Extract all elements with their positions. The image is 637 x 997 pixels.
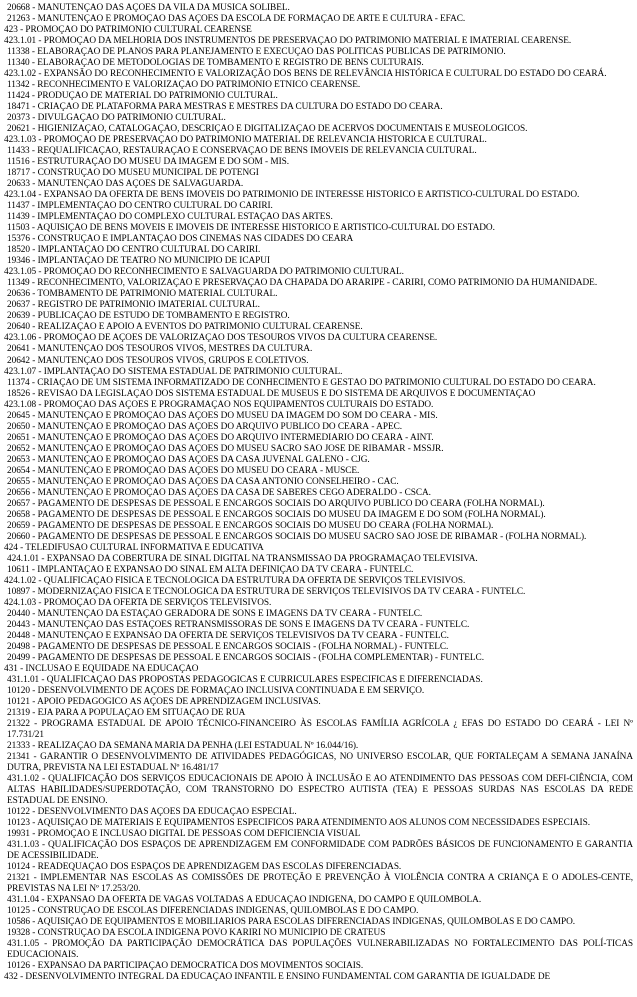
budget-line-item: 423 - PROMOÇÃO DO PATRIMÔNIO CULTURAL CEARENSE: [4, 25, 252, 36]
budget-line-item: 20443 - MANUTENÇÃO DAS ESTAÇÕES RETRANSMISSORAS DE SONS E IMAGENS DA TV CEARÁ - FUNTELC.: [7, 619, 470, 630]
budget-line-item: 20448 - MANUTENÇÃO E EXPANSÃO DA OFERTA DE SERVIÇOS TELEVISIVOS DA TV CEARÁ - FUNTELC.: [7, 630, 449, 641]
budget-line-item: 20650 - MANUTENÇÃO E PROMOÇÃO DAS AÇÕES DO ARQUIVO PÚBLICO DO CEARÁ - APEC.: [7, 421, 403, 432]
budget-line-item: 11516 - ESTRUTURAÇÃO DO MUSEU DA IMAGEM E DO SOM - MIS.: [7, 157, 290, 168]
budget-line-item: 431.1.03 - QUALIFICAÇÃO DOS ESPAÇOS DE APRENDIZAGEM EM CONFORMIDADE COM PADRÕES BÁSICOS DE FUNCIONAMENTO E GARANTIA DE ACESSIBILIDADE.: [7, 840, 633, 862]
budget-line-item: 10611 - IMPLANTAÇÃO E EXPANSÃO DO SINAL EM ALTA DEFINIÇÃO DA TV CEARÁ - FUNTELC.: [7, 564, 414, 575]
budget-line-item: 11349 - RECONHECIMENTO, VALORIZAÇÃO E PRESERVAÇÃO DA CHAPADA DO ARARIPE - CARIRI, COMO PATRIMÔNIO DA HUMANIDADE.: [7, 278, 598, 289]
budget-line-item: 11433 - REQUALIFICAÇÃO, RESTAURAÇÃO E CONSERVAÇÃO DE BENS IMÓVEIS DE RELEVÂNCIA CULTURAL.: [7, 146, 477, 157]
budget-line-item: 20636 - TOMBAMENTO DE PATRIMÔNIO MATERIAL CULTURAL.: [7, 289, 278, 300]
budget-line-item: 20440 - MANUTENÇÃO DA ESTAÇÃO GERADORA DE SONS E IMAGENS DA TV CEARÁ - FUNTELC.: [7, 608, 423, 619]
budget-line-item: 20652 - MANUTENÇÃO E PROMOÇÃO DAS AÇÕES DO MUSEU SACRO SÃO JOSÉ DE RIBAMAR - MSSJR.: [7, 443, 444, 454]
budget-line-item: 431.1.02 - QUALIFICAÇÃO DOS SERVIÇOS EDUCACIONAIS DE APOIO À INCLUSÃO E AO ATENDIMENTO DAS PESSOAS COM DEFI-CIÊNCIA, COM ALTAS HABILIDADES/SUPERDOTAÇÃO, COM TRANSTORNO DO ESPECTRO AUTISTA (TEA) E PESSOAS SURDAS NAS ESCOLAS DA REDE ESTADUAL DE ENSINO.: [7, 774, 633, 807]
budget-line-item: 20657 - PAGAMENTO DE DESPESAS DE PESSOAL E ENCARGOS SOCIAIS DO ARQUIVO PÚBLICO DO CEARÁ (FOLHA NORMAL).: [7, 498, 545, 509]
budget-line-item: 11342 - RECONHECIMENTO E VALORIZAÇÃO DO PATRIMÔNIO ÉTNICO CEARENSE.: [7, 80, 361, 91]
budget-line-item: 19328 - CONSTRUÇÃO DA ESCOLA INDÍGENA POVO KARIRI NO MUNICÍPIO DE CRATEÚS: [7, 928, 386, 939]
budget-line-item: 20653 - MANUTENÇÃO E PROMOÇÃO DAS AÇÕES DA CASA JUVENAL GALENO - CJG.: [7, 454, 370, 465]
budget-line-item: 20498 - PAGAMENTO DE DESPESAS DE PESSOAL E ENCARGOS SOCIAIS - (FOLHA NORMAL) - FUNTELC.: [7, 641, 449, 652]
budget-line-item: 423.1.08 - PROMOÇÃO DAS AÇÕES E PROGRAMAÇÃO NOS EQUIPAMENTOS CULTURAIS DO ESTADO.: [4, 399, 434, 410]
budget-line-item: 20654 - MANUTENÇÃO E PROMOÇÃO DAS AÇÕES DO MUSEU DO CEARÁ - MUSCE.: [7, 465, 360, 476]
budget-line-item: 10120 - DESENVOLVIMENTO DE AÇÕES DE FORMAÇÃO INCLUSIVA CONTINUADA E EM SERVIÇO.: [7, 685, 425, 696]
budget-line-item: 10122 - DESENVOLVIMENTO DAS AÇÕES DA EDUCAÇÃO ESPECIAL.: [7, 807, 297, 818]
budget-line-item: 20639 - PUBLICAÇÃO DE ESTUDO DE TOMBAMENTO E REGISTRO.: [7, 311, 290, 322]
budget-line-item: 20499 - PAGAMENTO DE DESPESAS DE PESSOAL E ENCARGOS SOCIAIS - (FOLHA COMPLEMENTAR) - FUNTELC.: [7, 652, 484, 663]
budget-line-item: 18471 - CRIAÇÃO DE PLATAFORMA PARA MESTRAS E MESTRES DA CULTURA DO ESTADO DO CEARÁ.: [7, 102, 443, 113]
budget-line-item: 20640 - REALIZAÇÃO E APOIO A EVENTOS DO PATRIMÔNIO CULTURAL CEARENSE.: [7, 322, 363, 333]
budget-line-item: 21319 - EJA PARA A POPULAÇÃO EM SITUAÇÃO DE RUA: [7, 708, 246, 718]
budget-line-item: 19931 - PROMOÇÃO E INCLUSÃO DIGITAL DE PESSOAS COM DEFICIÊNCIA VISUAL: [7, 829, 361, 840]
budget-line-item: 21321 - IMPLEMENTAR NAS ESCOLAS AS COMISSÕES DE PROTEÇÃO E PREVENÇÃO À VIOLÊNCIA CONTRA A CRIANÇA E O ADOLES-CENTE, PREVISTAS NA LEI Nº 17.253/20.: [7, 873, 633, 895]
budget-line-item: 11503 - AQUISIÇÃO DE BENS MÓVEIS E IMÓVEIS DE INTERESSE HISTÓRICO E ARTÍSTICO-CULTURAL DO ESTADO.: [7, 223, 495, 234]
budget-line-item: 10586 - AQUISIÇÃO DE EQUIPAMENTOS E MOBILIÁRIOS PARA ESCOLAS DIFERENCIADAS INDÍGENAS, QUILOMBOLAS E DO CAMPO.: [7, 917, 576, 928]
budget-line-item: 423.1.02 - EXPANSÃO DO RECONHECIMENTO E VALORIZAÇÃO DOS BENS DE RELEVÂNCIA HISTÓRICA E CULTURAL DO ESTADO DO CEARÁ.: [4, 69, 607, 80]
budget-line-item: 423.1.07 - IMPLANTAÇÃO DO SISTEMA ESTADUAL DE PATRIMÔNIO CULTURAL.: [4, 366, 343, 377]
budget-line-item: 10123 - AQUISIÇÃO DE MATERIAIS E EQUIPAMENTOS ESPECÍFICOS PARA ATENDIMENTO AOS ALUNOS COM NECESSIDADES ESPECIAIS.: [7, 818, 590, 829]
budget-line-item: 20641 - MANUTENÇÃO DOS TESOUROS VIVOS, MESTRES DA CULTURA.: [7, 344, 313, 355]
budget-line-item: 423.1.06 - PROMOÇÃO DE AÇÕES DE VALORIZAÇÃO DOS TESOUROS VIVOS DA CULTURA CEARENSE.: [4, 333, 438, 344]
budget-line-item: 20659 - PAGAMENTO DE DESPESAS DE PESSOAL E ENCARGOS SOCIAIS DO MUSEU DO CEARÁ (FOLHA NORMAL).: [7, 520, 494, 531]
budget-line-item: 20645 - MANUTENÇÃO E PROMOÇÃO DAS AÇÕES DO MUSEU DA IMAGEM DO SOM DO CEARÁ - MIS.: [7, 410, 438, 421]
budget-line-item: 20373 - DIVULGAÇÃO DO PATRIMÔNIO CULTURAL.: [7, 113, 226, 124]
budget-line-item: 432 - DESENVOLVIMENTO INTEGRAL DA EDUCAÇÃO INFANTIL E ENSINO FUNDAMENTAL COM GARANTIA DE IGUALDADE DE: [4, 972, 551, 983]
budget-line-item: 431.1.04 - EXPANSÃO DA OFERTA DE VAGAS VOLTADAS À EDUCAÇÃO INDÍGENA, DO CAMPO E QUILOMBOLA.: [7, 895, 482, 906]
budget-line-item: 20633 - MANUTENÇÃO DAS AÇÕES DE SALVAGUARDA.: [7, 179, 244, 190]
budget-line-item: 20660 - PAGAMENTO DE DESPESAS DE PESSOAL E ENCARGOS SOCIAIS DO MUSEU SACRO SÃO JOSÉ DE RIBAMAR - (FOLHA NORMAL).: [7, 531, 587, 542]
budget-line-item: 424 - TELEDIFUSÃO CULTURAL INFORMATIVA E EDUCATIVA: [4, 542, 264, 553]
budget-line-item: 20668 - MANUTENÇÃO DAS AÇÕES DA VILA DA MÚSICA SOLIBEL.: [7, 3, 290, 13]
budget-line-item: 21263 - MANUTENÇÃO E PROMOÇÃO DAS AÇÕES DA ESCOLA DE FORMAÇÃO DE ARTE E CULTURA - EFAC.: [7, 14, 466, 25]
budget-line-item: 20656 - MANUTENÇÃO E PROMOÇÃO DAS AÇÕES DA CASA DE SABERES CEGO ADERALDO - CSCA.: [7, 487, 431, 498]
budget-line-item: 11340 - ELABORAÇÃO DE METODOLOGIAS DE TOMBAMENTO E REGISTRO DE BENS CULTURAIS.: [7, 58, 424, 69]
budget-line-item: 20642 - MANUTENÇÃO DOS TESOUROS VIVOS, GRUPOS E COLETIVOS.: [7, 355, 309, 366]
budget-line-item: 20651 - MANUTENÇÃO E PROMOÇÃO DAS AÇÕES DO ARQUIVO INTERMEDIÁRIO DO CEARÁ - AINT.: [7, 432, 434, 443]
budget-line-item: 11439 - IMPLEMENTAÇÃO DO COMPLEXO CULTURAL ESTAÇÃO DAS ARTES.: [7, 212, 333, 223]
budget-line-item: 10121 - APOIO PEDAGÓGICO ÀS AÇÕES DE APRENDIZAGEM INCLUSIVAS.: [7, 696, 321, 707]
budget-line-item: 431.1.01 - QUALIFICAÇÃO DAS PROPOSTAS PEDAGÓGICAS E CURRICULARES ESPECÍFICAS E DIFERENCIADAS.: [7, 674, 483, 685]
budget-line-item: 11424 - PRODUÇÃO DE MATERIAL DO PATRIMÔNIO CULTURAL.: [7, 91, 278, 102]
budget-line-item: 21322 - PROGRAMA ESTADUAL DE APOIO TÉCNICO-FINANCEIRO ÀS ESCOLAS FAMÍLIA AGRÍCOLA ¿ EFAS DO ESTADO DO CEARÁ - LEI Nº 17.731/21: [7, 719, 633, 741]
budget-line-item: 18520 - IMPLANTAÇÃO DO CENTRO CULTURAL DO CARIRI.: [7, 245, 261, 256]
budget-line-item: 11437 - IMPLEMENTAÇÃO DO CENTRO CULTURAL DO CARIRI.: [7, 201, 273, 212]
budget-line-item: 21341 - GARANTIR O DESENVOLVIMENTO DE ATIVIDADES PEDAGÓGICAS, NO UNIVERSO ESCOLAR, QUE FORTALEÇAM A SEMANA JANAÍNA DUTRA, PREVISTA NA LEI ESTADUAL Nº 16.481/17: [7, 752, 633, 774]
budget-line-item: 10125 - CONSTRUÇÃO DE ESCOLAS DIFERENCIADAS INDÍGENAS, QUILOMBOLAS E DO CAMPO.: [7, 906, 419, 917]
budget-line-item: 431 - INCLUSÃO E EQUIDADE NA EDUCAÇÃO: [4, 663, 199, 674]
budget-line-item: 19346 - IMPLANTAÇÃO DE TEATRO NO MUNICÍPIO DE ICAPUÍ: [7, 256, 270, 267]
budget-line-item: 20637 - REGISTRO DE PATRIMÔNIO IMATERIAL CULTURAL.: [7, 300, 260, 311]
budget-line-item: 21333 - REALIZAÇÃO DA SEMANA MARIA DA PENHA (LEI ESTADUAL Nº 16.044/16).: [7, 741, 359, 752]
budget-line-item: 423.1.03 - PROMOÇÃO DE PRESERVAÇÃO DO PATRIMÔNIO MATERIAL DE RELEVÂNCIA HISTÓRICA E CULTURAL.: [4, 135, 487, 146]
budget-line-item: 18717 - CONSTRUÇÃO DO MUSEU MUNICIPAL DE POTENGI: [7, 168, 259, 179]
budget-line-item: 11338 - ELABORAÇÃO DE PLANOS PARA PLANEJAMENTO E EXECUÇÃO DAS POLÍTICAS PÚBLICAS DE PATRIMÔNIO.: [7, 47, 506, 58]
budget-line-item: 11374 - CRIAÇÃO DE UM SISTEMA INFORMATIZADO DE CONHECIMENTO E GESTÃO DO PATRIMÔNIO CULTURAL DO ESTADO DO CEARÁ.: [7, 377, 596, 388]
budget-line-item: 424.1.02 - QUALIFICAÇÃO FÍSICA E TECNOLÓGICA DA ESTRUTURA DA OFERTA DE SERVIÇOS TELEVISIVOS.: [4, 575, 466, 586]
budget-line-item: 18526 - REVISÃO DA LEGISLAÇÃO DOS SISTEMA ESTADUAL DE MUSEUS E DO SISTEMA DE ARQUIVOS E DOCUMENTAÇÃO: [7, 388, 536, 399]
budget-line-item: 424.1.01 - EXPANSÃO DA COBERTURA DE SINAL DIGITAL NA TRANSMISSÃO DA PROGRAMAÇÃO TELEVISIVA.: [7, 553, 478, 564]
budget-line-item: 20655 - MANUTENÇÃO E PROMOÇÃO DAS AÇÕES DA CASA ANTÔNIO CONSELHEIRO - CAC.: [7, 476, 399, 487]
budget-line-item: 10126 - EXPANSÃO DA PARTICIPAÇÃO DEMOCRÁTICA DOS MOVIMENTOS SOCIAIS.: [7, 961, 364, 972]
budget-line-item: 20658 - PAGAMENTO DE DESPESAS DE PESSOAL E ENCARGOS SOCIAIS DO MUSEU DA IMAGEM E DO SOM (FOLHA NORMAL).: [7, 509, 546, 520]
budget-line-item: 431.1.05 - PROMOÇÃO DA PARTICIPAÇÃO DEMOCRÁTICA DAS POPULAÇÕES VULNERABILIZADAS NO FORTALECIMENTO DAS POLÍ-TICAS EDUCACIONAIS.: [7, 939, 633, 961]
budget-line-item: 424.1.03 - PROMOÇÃO DA OFERTA DE SERVIÇOS TELEVISIVOS.: [4, 597, 272, 608]
budget-line-item: 423.1.04 - EXPANSÃO DA OFERTA DE BENS IMÓVEIS DO PATRIMÔNIO DE INTERESSE HISTÓRICO E ARTÍSTICO-CULTURAL DO ESTADO.: [4, 190, 580, 201]
budget-line-item: 20621 - HIGIENIZAÇÃO, CATALOGAÇÃO, DESCRIÇÃO E DIGITALIZAÇÃO DE ACERVOS DOCUMENTAIS E MUSEOLÓGICOS.: [7, 124, 528, 135]
budget-line-item: 10124 - READEQUAÇÃO DOS ESPAÇOS DE APRENDIZAGEM DAS ESCOLAS DIFERENCIADAS.: [7, 862, 402, 873]
budget-line-item: 10897 - MODERNIZAÇÃO FÍSICA E TECNOLÓGICA DA ESTRUTURA DE SERVIÇOS TELEVISIVOS DA TV CEARÁ - FUNTELC.: [7, 586, 526, 597]
budget-line-item: 423.1.01 - PROMOÇÃO DA MELHORIA DOS INSTRUMENTOS DE PRESERVAÇÃO DO PATRIMÔNIO MATERIAL E IMATERIAL CEARENSE.: [4, 36, 572, 47]
budget-line-item: 15376 - CONSTRUÇÃO E IMPLANTAÇÃO DOS CINEMAS NAS CIDADES DO CEARÁ: [7, 234, 354, 245]
budget-line-item: 423.1.05 - PROMOÇÃO DO RECONHECIMENTO E SALVAGUARDA DO PATRIMÔNIO CULTURAL.: [4, 267, 404, 278]
